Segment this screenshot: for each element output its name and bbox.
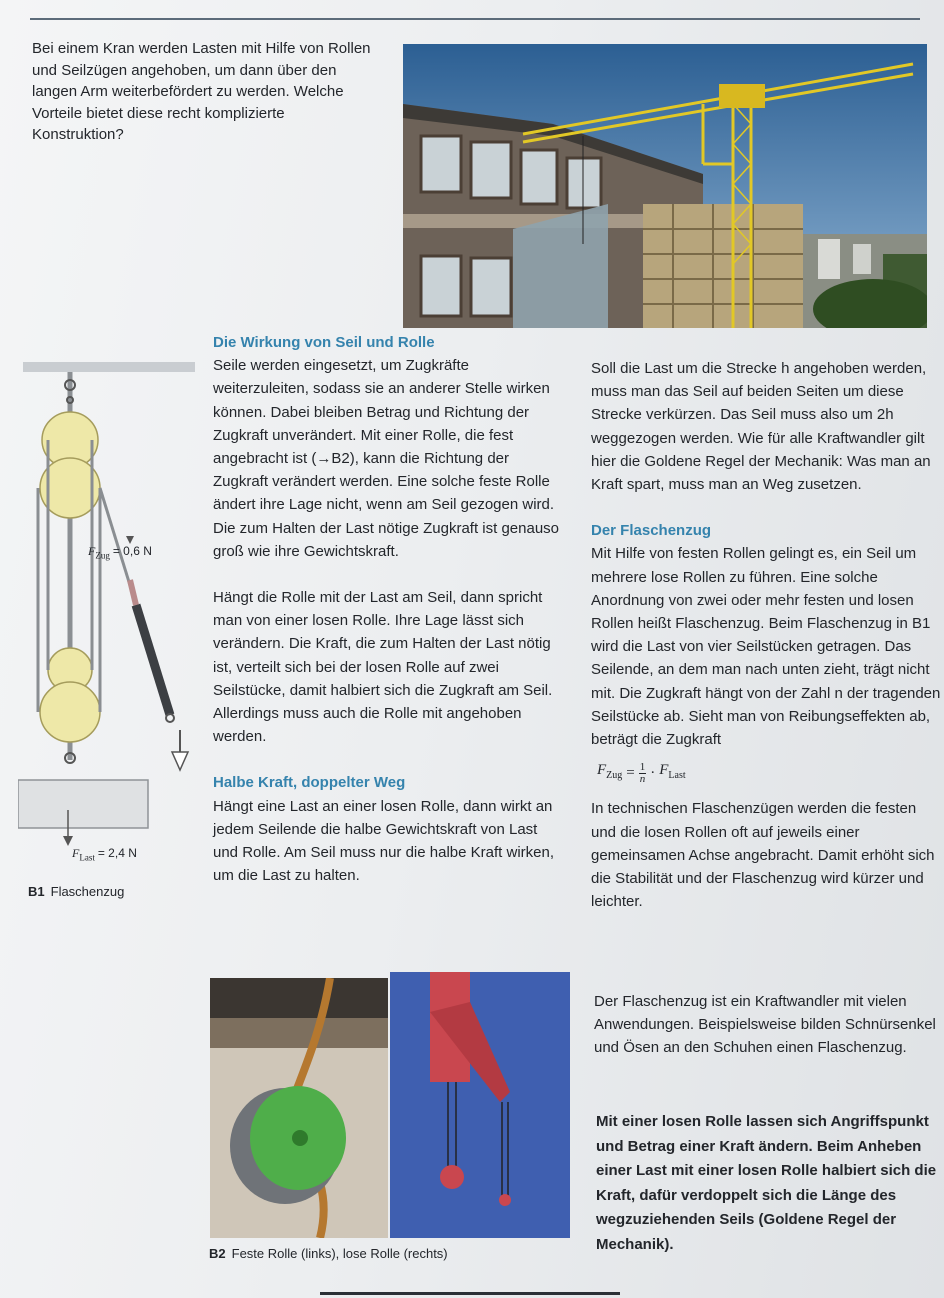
paragraph-weg: Soll die Last um die Strecke h angehoben werden, muss man das Seil auf beiden Seiten um diese Strecke verkürzen. Das Seil muss also um 2h weggezogen werden. Wie für alle Kraftwandler gilt hier die Goldene Regel der Mechanik: Was man an Kraft spart, muss man an Weg zusetzen. bbox=[591, 360, 931, 494]
loose-pulley-photo bbox=[390, 972, 570, 1238]
heading-flaschenzug: Der Flaschenzug bbox=[591, 522, 712, 540]
paragraph-halbe-kraft: Hängt eine Last an einer losen Rolle, dann wirkt an jedem Seilende die halbe Gewichtskraft von Last und Rolle. Am Seil muss nur die halbe Kraft wirken, um die Last zu halten. bbox=[213, 797, 554, 885]
pulley-diagram bbox=[18, 340, 213, 880]
paragraph-flaschenzug: Mit Hilfe von festen Rollen gelingt es, ein Seil um mehrere lose Rollen zu führen. Eine solche Anordnung von zwei oder mehr festen und losen Rollen heißt Flaschenzug. Beim Flaschenzug in B1 wird die Last von vier Seilstücken getragen. Das Seilende, an dem man nach unten zieht, trägt nicht mit. Die Zugkraft hängt von der Zahl n der tragenden Seilstücke ab. Sieht man von Reibungseffekten ab, beträgt die Zugkraft bbox=[591, 545, 941, 749]
paragraph-anwendungen: Der Flaschenzug ist ein Kraftwandler mit vielen Anwendungen. Beispielsweise bilden Schnürsenkel und Ösen an den Schuhen einen Flaschenzug. bbox=[594, 993, 936, 1057]
column-2 bbox=[591, 357, 941, 913]
loose-pulley-lower bbox=[40, 682, 100, 742]
heading-halbe-kraft: Halbe Kraft, doppelter Weg bbox=[213, 774, 406, 792]
fzug-label: $F_{Zug} = 0,6$ N bbox=[88, 544, 152, 561]
paragraph-lose-rolle: Hängt die Rolle mit der Last am Seil, dann spricht man von einer losen Rolle. Ihre Lage lässt sich verändern. Die Kraft, die zum Halten der Last nötig ist, verteilt sich bei der losen Rolle auf zwei Seilstücke, damit halbiert sich die Zugkraft am Seil. Allerdings muss auch die Rolle mit angehoben werden. bbox=[213, 589, 553, 746]
heading-seil-rolle: Die Wirkung von Seil und Rolle bbox=[213, 334, 435, 351]
fixed-pulley-photo bbox=[210, 978, 388, 1238]
top-rule bbox=[30, 18, 920, 20]
load-block bbox=[18, 780, 148, 828]
summary-text: Mit einer losen Rolle lassen sich Angriffspunkt und Betrag einer Kraft ändern. Beim Anheben einer Last mit einer losen Rolle halbiert sich die Kraft, dafür verdoppelt sich die Länge des wegzuziehenden Seils (Goldene Regel der Mechanik). bbox=[596, 1113, 937, 1253]
bottom-rule bbox=[320, 1292, 620, 1295]
caption-b2: B2 Feste Rolle (links), lose Rolle (rechts) bbox=[209, 1246, 448, 1261]
column-1 bbox=[213, 331, 565, 887]
formula-zugkraft: $F_{Zug}$ = $\frac{1}{n}$ · $F_{Last}$ bbox=[597, 760, 686, 785]
intro-text: Bei einem Kran werden Lasten mit Hilfe von Rollen und Seilzügen angehoben, um dann über den langen Arm weiterbefördert zu werden. Welche Vorteile bietet diese recht komplizierte Konstruktion? bbox=[32, 40, 371, 143]
flast-label: $F_{Last} = 2,4$ N bbox=[72, 846, 137, 863]
crane-photo bbox=[403, 44, 927, 328]
paragraph-technisch: In technischen Flaschenzügen werden die festen und die losen Rollen oft auf jeweils einer gemeinsamen Achse angebracht. Damit erhöht sich die Stabilität und der Flaschenzug wird kürzer und leichter. bbox=[591, 800, 935, 911]
ceiling-bar bbox=[23, 362, 195, 372]
paragraph-feste-rolle: Seile werden eingesetzt, um Zugkräfte weiterzuleiten, sodass sie an anderer Stelle wirken können. Dabei bleiben Betrag und Richtung der Zugkraft unverändert. Mit einer Rolle, die fest angebracht ist (→B2), kann die Richtung der Zugkraft verändert werden. Eine solche feste Rolle ändert ihre Lage nicht, wenn am Seil gezogen wird. Die zum Halten der Last nötige Zugkraft ist genauso groß wie ihre Gewichtskraft. bbox=[213, 357, 560, 560]
column-3 bbox=[594, 990, 939, 1060]
spring-scale bbox=[136, 605, 170, 715]
caption-b1: B1 Flaschenzug bbox=[28, 884, 125, 899]
